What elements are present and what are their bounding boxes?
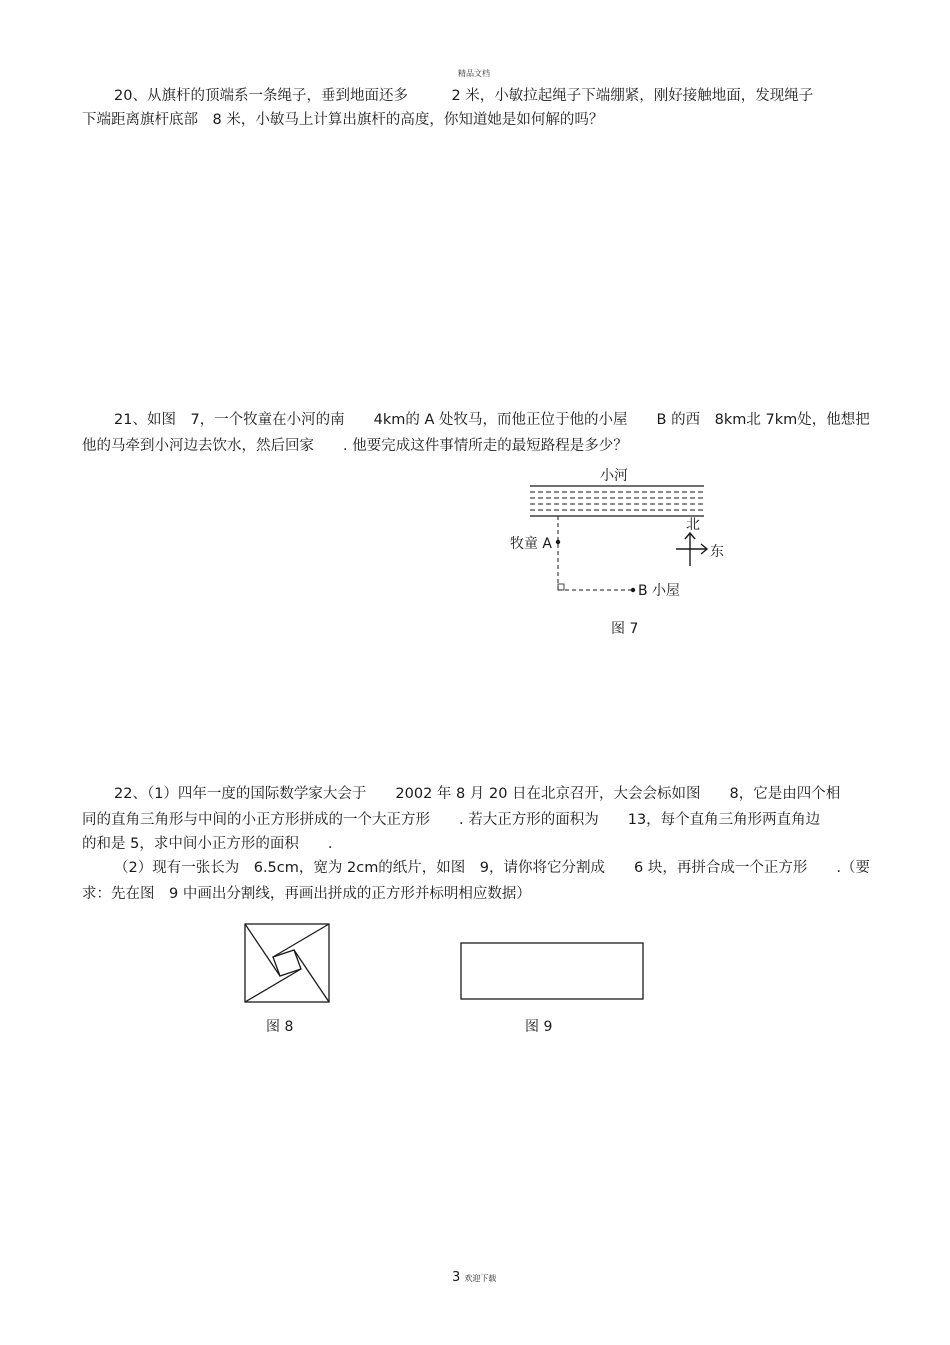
figure-8-caption: 图 8 [266,1019,294,1035]
outer-square [245,924,329,1002]
footer-label: 欢迎下载 [464,1274,497,1283]
q20-line1: 20、从旗杆的顶端系一条绳子，垂到地面还多 2 米，小敏拉起绳子下端绷紧，刚好接触地面，发现绳子 [114,88,814,104]
q22-line1: 22、（1）四年一度的国际数学家大会于 2002 年 8 月 20 日在北京召开，大会会标如图 8，它是由四个相 [114,786,841,802]
figure-9-caption: 图 9 [525,1019,553,1035]
north-label: 北 [686,517,700,533]
hut-label: B 小屋 [638,583,681,599]
q21-line1: 21、如图 7，一个牧童在小河的南 4km的 A 处牧马，而他正位于他的小屋 B 的西 8km北 7km处，他想把 [114,412,870,428]
q20-line2: 下端距离旗杆底部 8 米，小敏马上计算出旗杆的高度，你知道她是如何解的吗？ [82,112,604,128]
q22-line3: 的和是 5，求中间小正方形的面积 . [82,836,333,852]
page-header: 精品文档 [458,69,490,78]
q22-line2: 同的直角三角形与中间的小正方形拼成的一个大正方形 . 若大正方形的面积为 13，每个直角三角形两直角边 [82,812,821,828]
q22-line4: （2）现有一张长为 6.5cm，宽为 2cm的纸片，如图 9，请你将它分割成 6 块，再拼合成一个正方形 .（要 [114,860,870,876]
figure-9 [460,942,646,1002]
paper-rectangle [461,943,643,999]
river-label: 小河 [600,468,628,484]
herder-label: 牧童 A [509,536,552,552]
east-label: 东 [710,544,724,560]
page-footer [452,1270,496,1285]
river [530,486,704,516]
point-a [556,540,560,544]
compass-icon [676,533,707,566]
path-lines [558,516,633,590]
figure-8 [244,923,332,1005]
figure-7 [500,462,750,642]
q21-line2: 他的马牵到小河边去饮水，然后回家 . 他要完成这件事情所走的最短路程是多少？ [82,438,628,454]
page-number: 3 [452,1270,461,1285]
q22-line5: 求：先在图 9 中画出分割线，再画出拼成的正方形并标明相应数据） [82,886,531,902]
point-b [631,588,635,592]
figure-7-caption: 图 7 [611,621,639,637]
